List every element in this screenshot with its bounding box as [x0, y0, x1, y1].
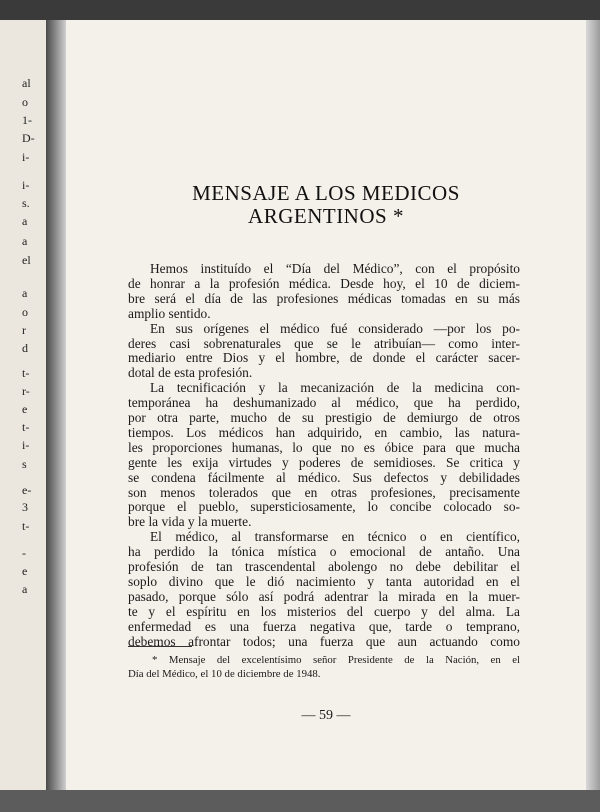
body-text-line: temporánea ha deshumanizado al médico, que ha perdido,	[128, 395, 520, 411]
previous-page-fragment: el	[22, 253, 31, 267]
body-text-line: En sus orígenes el médico fué considerado —por los po-	[150, 320, 520, 336]
previous-page-fragment: a	[22, 582, 28, 596]
previous-page-fragment: t-	[22, 420, 30, 434]
previous-page-fragment: o	[22, 95, 28, 109]
page-number: — 59 —	[301, 708, 351, 723]
body-text-line: de honrar a la profesión médica. Desde hoy, el 10 de diciem-	[128, 275, 520, 291]
previous-page-fragment: e	[22, 564, 28, 578]
page-right-edge	[586, 20, 600, 790]
body-text-line: te y el espíritu en los misterios del cuerpo y del alma. La	[128, 603, 520, 619]
body-text-line: El médico, al transformarse en técnico o en científico,	[150, 529, 520, 545]
scan-border-bottom	[0, 790, 600, 812]
previous-page-fragment: 3	[22, 500, 28, 514]
previous-page-edge	[0, 20, 46, 790]
body-text-line: son menos tolerados que en otras profesiones, precisamente	[128, 484, 520, 500]
body-text-line: bre la vida y la muerte.	[128, 514, 252, 530]
scan-border-top	[0, 0, 600, 20]
previous-page-fragment: e-	[22, 483, 32, 497]
body-text-line: por otra parte, mucho de su prestigio de demiurgo de otros	[128, 410, 520, 425]
body-text-line: enfermedad es una fuerza negativa que, tarde o temprano,	[128, 618, 520, 634]
previous-page-fragment: s	[22, 457, 27, 471]
body-text-line: les proporciones humanas, lo que no es óbice para que mucha	[128, 439, 520, 455]
previous-page-fragment: r	[22, 323, 26, 337]
body-text-line: dotal de esta profesión.	[128, 365, 253, 381]
book-gutter	[46, 20, 66, 790]
body-text-line: bre será el día de las profesiones médicas tomadas en su más	[128, 290, 520, 306]
previous-page-fragment: i-	[22, 150, 30, 164]
body-text-line: soplo divino que le dió nacimiento y tanta autoridad en el	[128, 573, 520, 589]
previous-page-fragment: o	[22, 305, 28, 319]
previous-page-fragment: r-	[22, 384, 30, 398]
previous-page-fragment: i-	[22, 438, 30, 452]
body-text-line: gente les exija virtudes y poderes de semidioses. Se critica y	[128, 454, 520, 470]
previous-page-fragment: a	[22, 234, 28, 248]
previous-page-fragment: 1-	[22, 113, 32, 127]
previous-page-fragment: a	[22, 214, 28, 228]
previous-page-fragment: -	[22, 546, 26, 560]
previous-page-fragment: t-	[22, 366, 30, 380]
body-text-line: ha perdido la tónica mística o emocional de antaño. Una	[128, 544, 520, 560]
previous-page-fragment: t-	[22, 519, 30, 533]
previous-page-fragment: D-	[22, 131, 35, 145]
footnote-line: Día del Médico, el 10 de diciembre de 1948.	[128, 668, 321, 680]
page-title-line-2: ARGENTINOS *	[248, 204, 404, 228]
body-text-line: porque el pueblo, supersticiosamente, lo concibe colocado so-	[128, 499, 520, 515]
body-text-line: se condena fácilmente al médico. Sus defectos y debilidades	[128, 469, 520, 485]
previous-page-fragment: a	[22, 286, 28, 300]
document-page	[66, 20, 586, 790]
footnote-line: * Mensaje del excelentísimo señor Presidente de la Nación, en el	[152, 654, 520, 666]
previous-page-fragment: i-	[22, 178, 30, 192]
previous-page-fragment: e	[22, 402, 28, 416]
body-text-line: deres casi sobrenaturales que se le atribuían— como inter-	[128, 335, 520, 351]
previous-page-fragment: s.	[22, 196, 30, 210]
page-title-line-1: MENSAJE A LOS MEDICOS	[192, 181, 460, 205]
previous-page-fragment: d	[22, 341, 28, 355]
body-text-line: profesión de tan trascendental abolengo no debe debilitar el	[128, 559, 520, 574]
body-text-line: mediario entre Dios y el hombre, de donde el carácter sacer-	[128, 350, 520, 366]
previous-page-fragment: al	[22, 76, 31, 90]
body-text-line: Hemos instituído el “Día del Médico”, con el propósito	[150, 261, 520, 276]
body-text-line: La tecnificación y la mecanización de la medicina con-	[150, 380, 520, 396]
body-text-line: tiempos. Los médicos han adquirido, en cambio, las natura-	[128, 424, 520, 440]
body-text-line: debemos afrontar todos; una fuerza que aun actuando como	[128, 633, 520, 649]
body-text-line: pasado, porque sólo así podrá adentrar la mirada en la muer-	[128, 588, 520, 604]
body-text-line: amplio sentido.	[128, 305, 211, 321]
